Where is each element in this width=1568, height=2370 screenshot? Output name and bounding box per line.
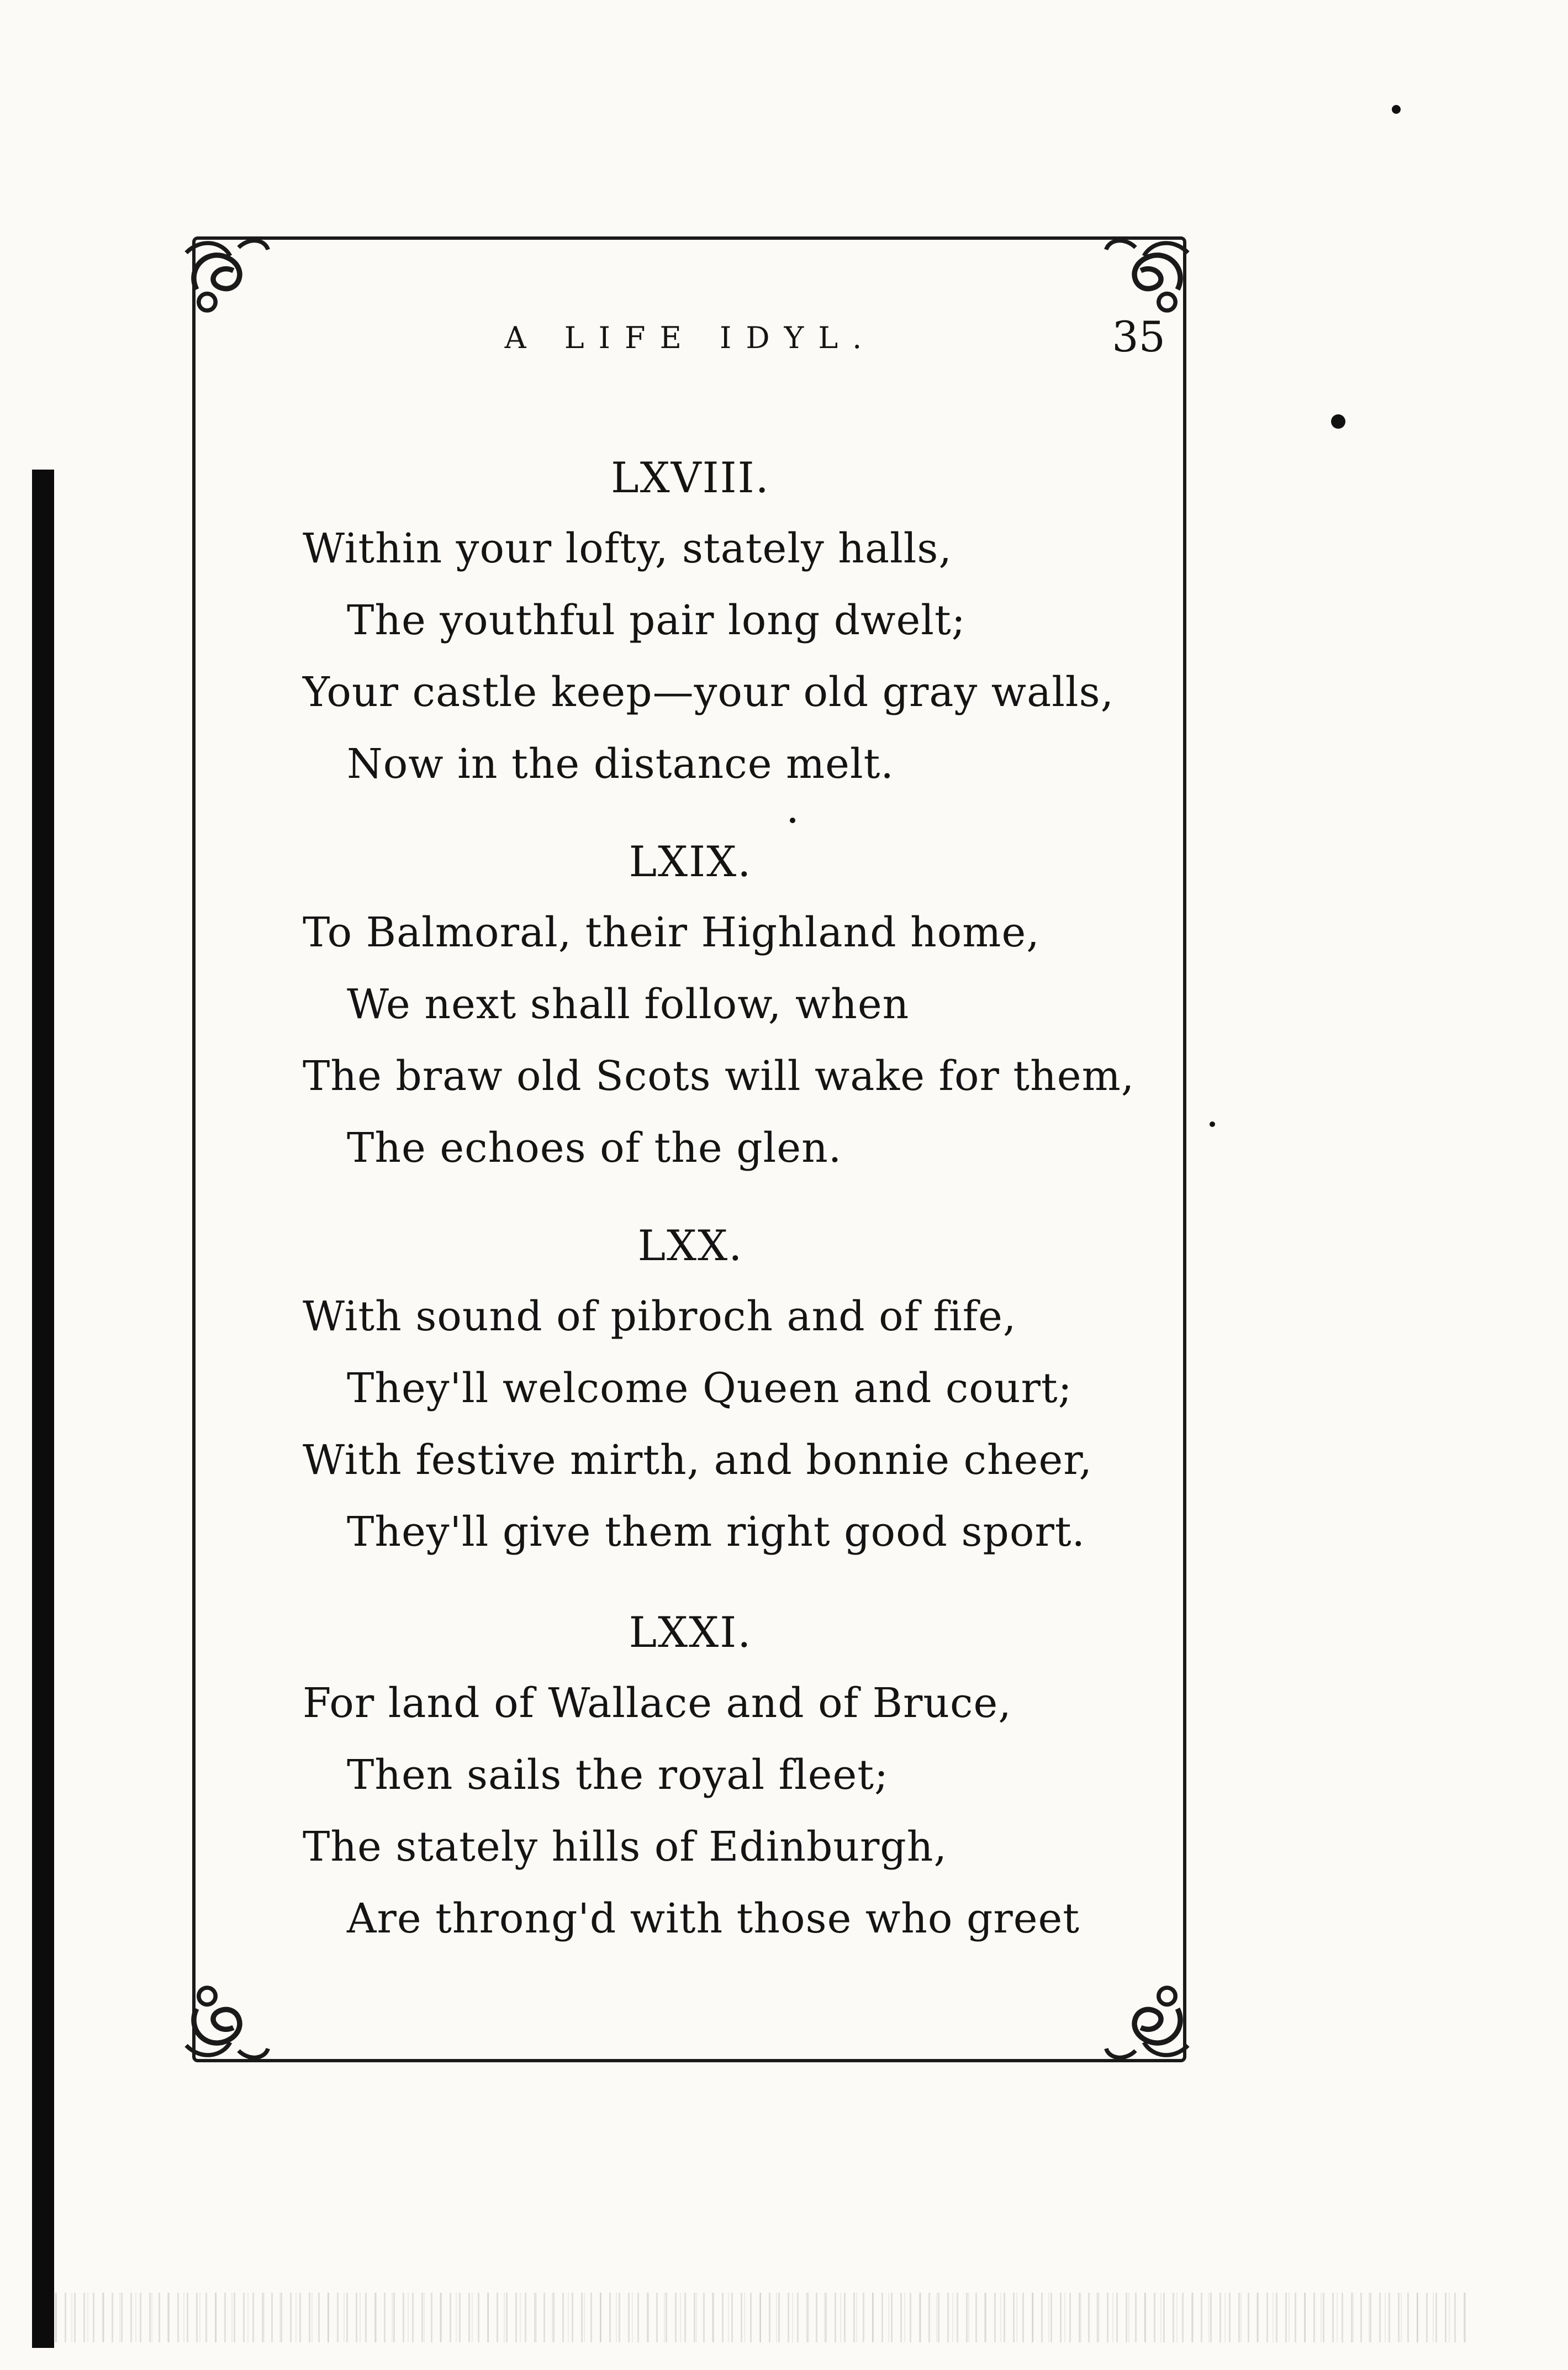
stanza-heading: LXXI.	[629, 1608, 752, 1657]
verse-line: Are throng'd with those who greet	[347, 1895, 1080, 1942]
scroll-ornament-icon	[176, 1967, 281, 2072]
verse-line: Within your lofty, stately halls,	[303, 525, 952, 572]
scroll-ornament-icon	[1094, 1967, 1199, 2072]
stanza-heading: LXIX.	[629, 837, 752, 886]
ink-speck	[1210, 1121, 1215, 1127]
verse-line: The stately hills of Edinburgh,	[303, 1823, 947, 1871]
stanza-heading: LXVIII.	[611, 453, 770, 502]
verse-line: Then sails the royal fleet;	[347, 1751, 889, 1799]
stanza-heading: LXX.	[637, 1221, 743, 1270]
page-number: 35	[1112, 312, 1165, 361]
ink-speck	[1392, 105, 1401, 114]
verse-line: Now in the distance melt.	[347, 740, 894, 788]
running-head: A LIFE IDYL.	[504, 320, 877, 355]
verse-line: The echoes of the glen.	[347, 1124, 842, 1172]
verse-line: We next shall follow, when	[347, 981, 910, 1028]
book-spine-shadow	[32, 470, 54, 2348]
verse-line: For land of Wallace and of Bruce,	[303, 1679, 1012, 1727]
verse-line: With festive mirth, and bonnie cheer,	[303, 1436, 1093, 1484]
verse-line: To Balmoral, their Highland home,	[303, 909, 1040, 956]
verse-line: They'll welcome Queen and court;	[347, 1365, 1073, 1412]
verse-line: The youthful pair long dwelt;	[347, 597, 966, 644]
verse-line: The braw old Scots will wake for them,	[303, 1052, 1135, 1100]
scroll-ornament-icon	[176, 227, 281, 331]
page-edge-noise	[55, 2293, 1469, 2342]
verse-line: Your castle keep—your old gray walls,	[303, 668, 1115, 716]
ink-speck	[1331, 414, 1345, 429]
verse-line: With sound of pibroch and of fife,	[303, 1293, 1017, 1340]
verse-line: They'll give them right good sport.	[347, 1508, 1086, 1556]
